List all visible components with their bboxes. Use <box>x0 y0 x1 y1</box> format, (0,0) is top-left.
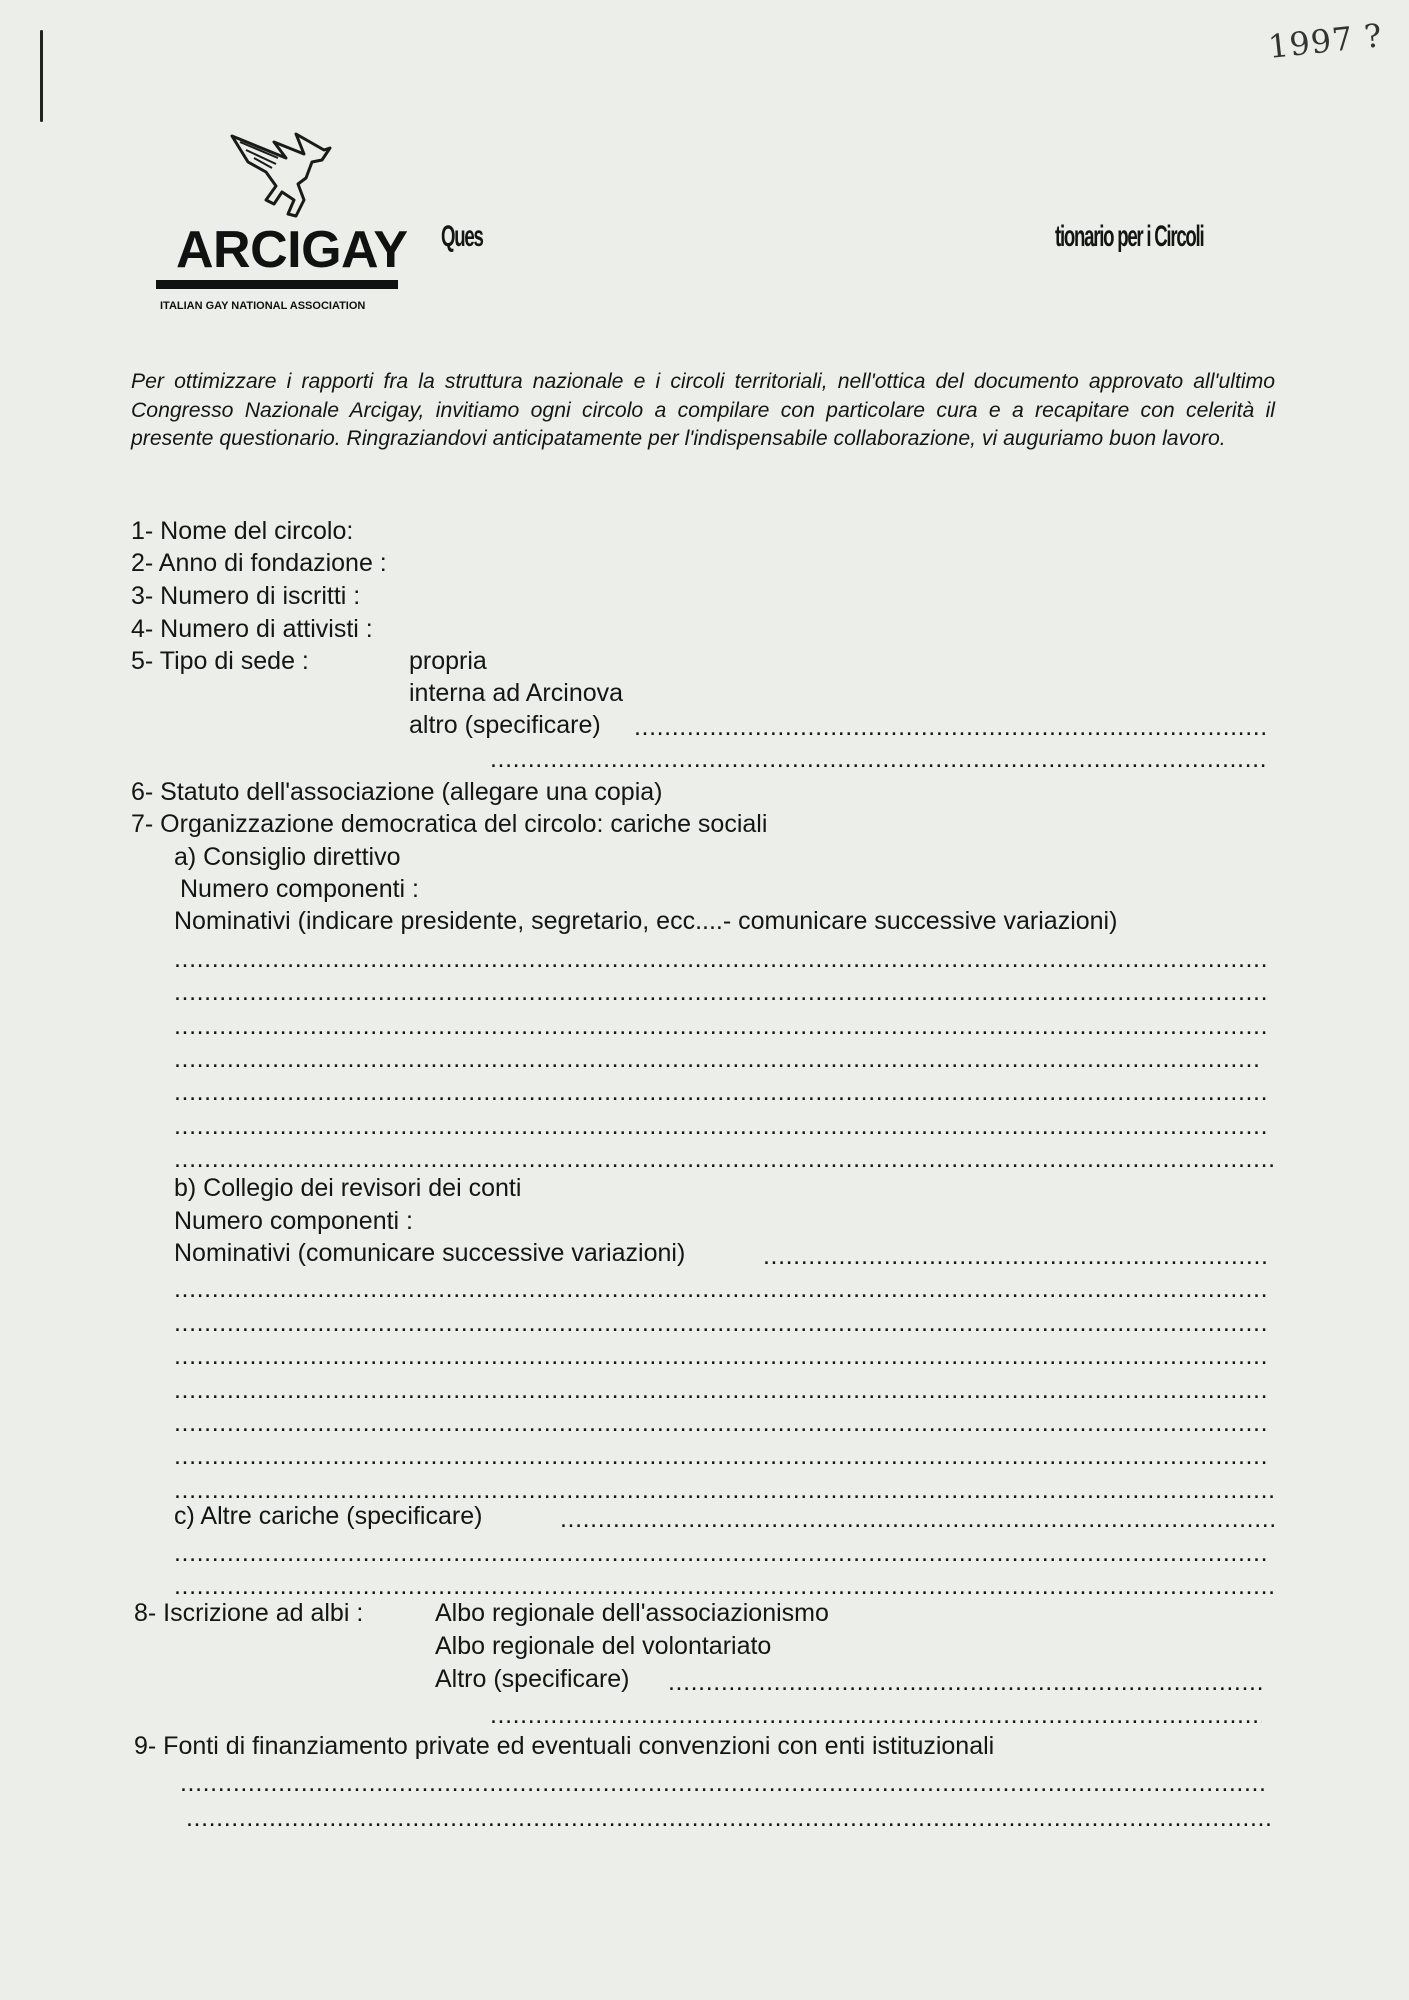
question-4: 4- Numero di attivisti : <box>131 615 373 643</box>
question-9: 9- Fonti di finanziamento private ed eventuali convenzioni con enti istituzionali <box>134 1732 995 1760</box>
q7a-names-line-2[interactable] <box>174 977 1268 1007</box>
q5-altro-field-continued[interactable] <box>490 744 1268 774</box>
q7a-members-count: Numero componenti : <box>180 875 420 903</box>
q7a-names-label: Nominativi (indicare presidente, segretario, ecc....- comunicare successive variazioni) <box>174 907 1118 935</box>
q8-altro-field-continued[interactable] <box>490 1700 1262 1730</box>
question-7: 7- Organizzazione democratica del circolo: cariche sociali <box>131 810 768 838</box>
q7c-heading: c) Altre cariche (specificare) <box>174 1502 483 1530</box>
q7a-names-line-4[interactable] <box>174 1044 1262 1074</box>
question-5: 5- Tipo di sede : <box>131 647 309 675</box>
header-title-end: tionario per i Circoli <box>1055 220 1204 253</box>
question-3: 3- Numero di iscritti : <box>131 582 361 610</box>
q7c-line-1[interactable] <box>174 1538 1268 1568</box>
q8-option-associazionismo: Albo regionale dell'associazionismo <box>435 1599 829 1627</box>
q9-line-1[interactable] <box>180 1768 1268 1798</box>
q7b-names-label: Nominativi (comunicare successive variazioni) <box>174 1239 686 1267</box>
question-2: 2- Anno di fondazione : <box>131 549 387 577</box>
q7b-names-line-6[interactable] <box>174 1441 1268 1471</box>
q7c-field[interactable] <box>560 1504 1278 1534</box>
q7b-members-count: Numero componenti : <box>174 1207 414 1235</box>
q7a-names-line-3[interactable] <box>174 1011 1268 1041</box>
q7b-heading: b) Collegio dei revisori dei conti <box>174 1174 522 1202</box>
q8-option-altro: Altro (specificare) <box>435 1665 630 1693</box>
q8-option-volontariato: Albo regionale del volontariato <box>435 1632 772 1660</box>
q7b-names-line-4[interactable] <box>174 1375 1268 1405</box>
logo-subtitle: ITALIAN GAY NATIONAL ASSOCIATION <box>160 300 366 312</box>
q7c-line-2[interactable] <box>174 1571 1274 1601</box>
q8-altro-field[interactable] <box>668 1667 1262 1697</box>
q7b-names-line-5[interactable] <box>174 1408 1268 1438</box>
q7b-names-line-3[interactable] <box>174 1341 1268 1371</box>
q7b-names-field[interactable] <box>763 1241 1268 1271</box>
handwritten-annotation: 1997 ? <box>1266 16 1385 66</box>
logo-word: ARCIGAY <box>176 221 408 279</box>
q7a-names-line-1[interactable] <box>174 944 1268 974</box>
question-8: 8- Iscrizione ad albi : <box>134 1599 364 1627</box>
q7a-names-line-7[interactable] <box>174 1144 1274 1174</box>
q7b-names-line-2[interactable] <box>174 1308 1268 1338</box>
q5-option-altro: altro (specificare) <box>409 711 601 739</box>
q5-altro-field[interactable] <box>634 712 1268 742</box>
question-1: 1- Nome del circolo: <box>131 517 354 545</box>
q5-option-arcinova: interna ad Arcinova <box>409 679 624 707</box>
question-6: 6- Statuto dell'associazione (allegare una copia) <box>131 778 663 806</box>
q5-option-propria: propria <box>409 647 487 675</box>
header-title-start: Ques <box>441 220 483 253</box>
q7a-heading: a) Consiglio direttivo <box>174 843 401 871</box>
intro-paragraph: Per ottimizzare i rapporti fra la struttura nazionale e i circoli territoriali, nell'ottica del documento approvato all'ultimo Congresso Nazionale Arcigay, invitiamo ogni circolo a compilare con particolare cura e a recapitare con celerità il presente questionario. Ringraziandovi anticipatamente per l'indispensabile collaborazione, vi auguriamo buon lavoro. <box>131 370 1275 450</box>
q9-line-2[interactable] <box>186 1803 1274 1833</box>
q7a-names-line-6[interactable] <box>174 1111 1268 1141</box>
q7a-names-line-5[interactable] <box>174 1077 1268 1107</box>
q7b-names-line-1[interactable] <box>174 1274 1268 1304</box>
